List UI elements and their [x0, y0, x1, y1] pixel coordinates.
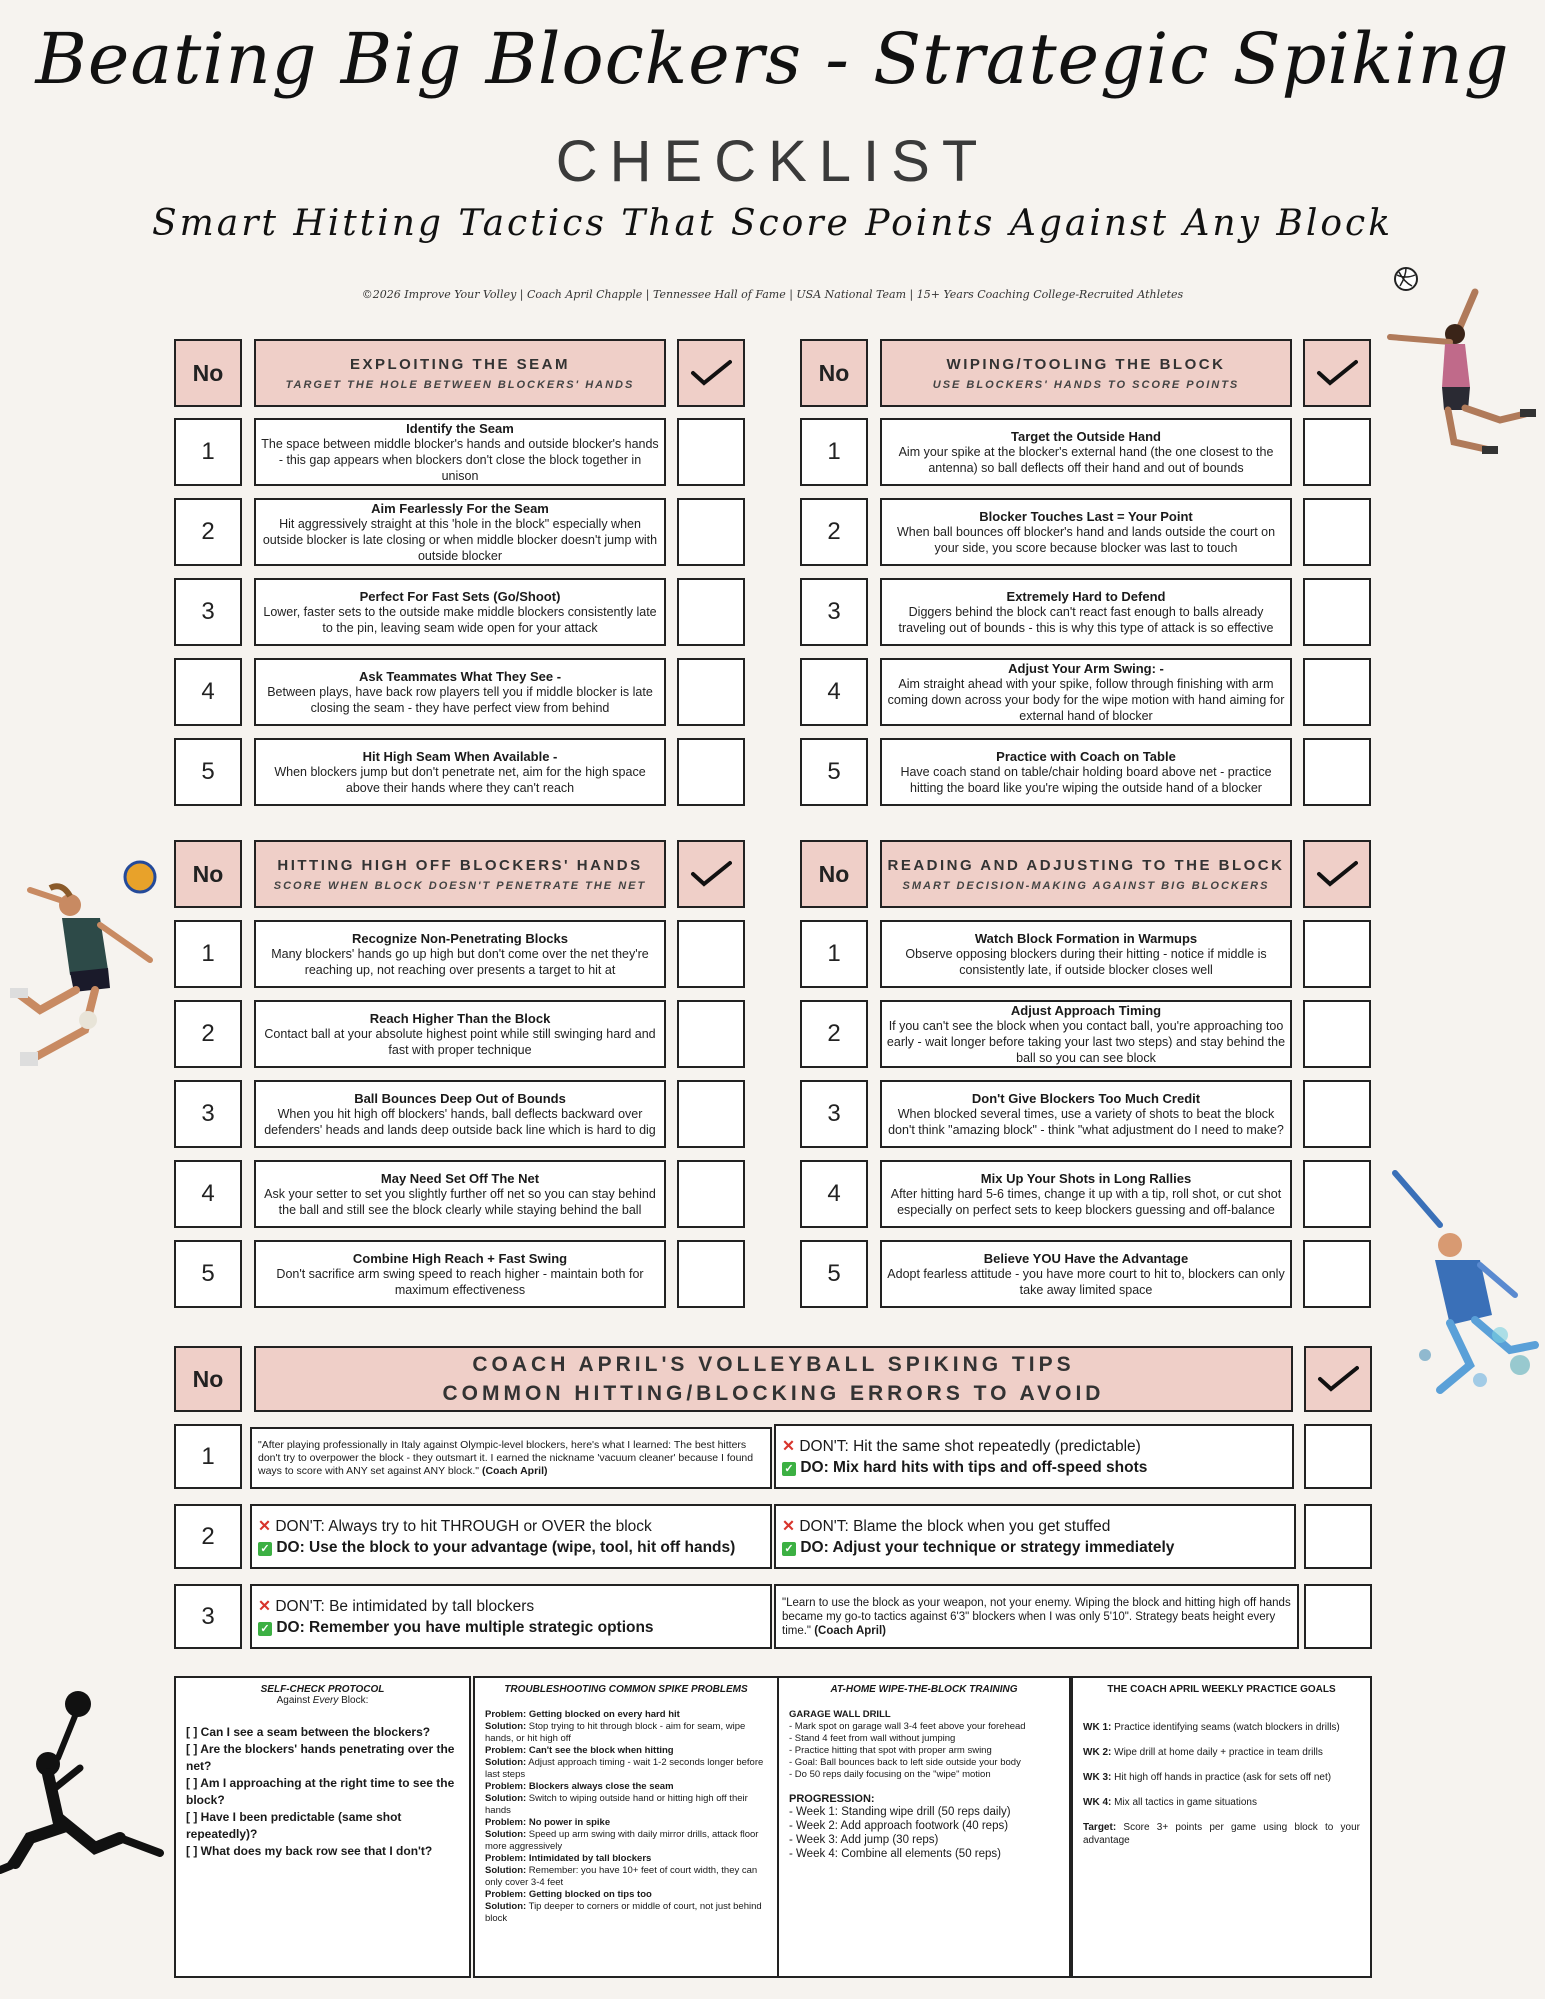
- wipe-training-panel: [777, 1676, 1071, 1978]
- item-number: 5: [800, 1240, 868, 1308]
- drill-line: - Do 50 reps daily focusing on the "wipe" motion: [789, 1769, 991, 1780]
- solution-line: Solution: Remember: you have 10+ feet of court width, they can only cover 3-4 feet: [485, 1865, 758, 1888]
- item-checkbox[interactable]: [1303, 738, 1371, 806]
- cross-mark-icon: ✕: [258, 1517, 271, 1535]
- tip-row-3-number: 3: [174, 1584, 242, 1649]
- checklist-item: [880, 920, 1292, 988]
- item-title: Ball Bounces Deep Out of Bounds: [354, 1090, 566, 1106]
- checklist-item: [254, 658, 666, 726]
- goal-text: Hit high off hands in practice (ask for sets off net): [1114, 1772, 1332, 1783]
- tip-quote-2: [774, 1584, 1299, 1649]
- item-title: Believe YOU Have the Advantage: [983, 1250, 1189, 1266]
- item-title: Adjust Approach Timing: [1010, 1002, 1162, 1018]
- checklist-item: [254, 1000, 666, 1068]
- item-number: 2: [174, 498, 242, 566]
- self-check-subtitle: Against Every Block:: [276, 1695, 369, 1706]
- item-number: 3: [174, 578, 242, 646]
- wipe-training-title: AT-HOME WIPE-THE-BLOCK TRAINING: [830, 1684, 1018, 1695]
- problem-text: Getting blocked on tips too: [528, 1889, 652, 1900]
- section-title: WIPING/TOOLING THE BLOCK: [946, 355, 1226, 373]
- tip-dont-text: DON'T: Always try to hit THROUGH or OVER the block: [275, 1517, 652, 1535]
- checklist-item: [254, 578, 666, 646]
- item-description: If you can't see the block when you contact ball, you're approaching too early - wait longer before taking your last two steps) and stay behind the ball so you can see block: [886, 1018, 1286, 1065]
- player-splash-illustration: [1380, 1165, 1545, 1395]
- tips-check-header: [1304, 1346, 1372, 1412]
- tip-row-1-number: 1: [174, 1424, 242, 1489]
- item-number: 3: [800, 1080, 868, 1148]
- section-1-no-header: No: [174, 339, 242, 407]
- problem-text: No power in spike: [528, 1817, 611, 1828]
- drill-line: - Practice hitting that spot with proper arm swing: [789, 1745, 992, 1756]
- self-check-line: [ ] Are the blockers' hands penetrating over the net?: [186, 1742, 455, 1773]
- goal-label: WK 4:: [1083, 1797, 1112, 1808]
- checklist-item: [880, 418, 1292, 486]
- progression-title: PROGRESSION:: [789, 1793, 875, 1805]
- problem-text: Getting blocked on every hard hit: [528, 1709, 680, 1720]
- weekly-goals-panel: [1071, 1676, 1372, 1978]
- item-title: Combine High Reach + Fast Swing: [352, 1250, 568, 1266]
- problem-text: Can't see the block when hitting: [528, 1745, 674, 1756]
- green-check-icon: ✓: [258, 1542, 272, 1556]
- credit-line: ©2026 Improve Your Volley | Coach April Chapple | Tennessee Hall of Fame | USA National Team | 15+ Years Coaching College-Recruited Athletes: [361, 288, 1184, 301]
- item-description: Aim straight ahead with your spike, follow through finishing with arm coming down across your body for the wipe motion with hand aiming for external hand of blocker: [887, 676, 1285, 723]
- item-title: Blocker Touches Last = Your Point: [979, 508, 1193, 524]
- item-checkbox[interactable]: [677, 1160, 745, 1228]
- tip-row-2-checkbox[interactable]: [1304, 1504, 1372, 1569]
- drill-title: GARAGE WALL DRILL: [789, 1709, 891, 1720]
- item-title: Reach Higher Than the Block: [369, 1010, 551, 1026]
- goal-label: WK 3:: [1083, 1772, 1112, 1783]
- item-number: 3: [174, 1080, 242, 1148]
- tip-row-1-checkbox[interactable]: [1304, 1424, 1372, 1489]
- goal-text: Score 3+ points per game using block to your advantage: [1083, 1822, 1361, 1846]
- item-description: Contact ball at your absolute highest point while still swinging hard and fast with proper technique: [264, 1026, 656, 1057]
- item-checkbox[interactable]: [677, 920, 745, 988]
- green-check-icon: ✓: [258, 1622, 272, 1636]
- item-description: Many blockers' hands go up high but don't come over the net they're reaching up, not reaching over presents a target to hit at: [271, 946, 649, 977]
- item-checkbox[interactable]: [677, 578, 745, 646]
- item-checkbox[interactable]: [677, 1240, 745, 1308]
- tip-row-2-right: [774, 1504, 1296, 1569]
- item-checkbox[interactable]: [677, 498, 745, 566]
- checklist-item: [880, 1240, 1292, 1308]
- solution-line: Solution: Switch to wiping outside hand or hitting high off their hands: [485, 1793, 748, 1816]
- solution-text: Remember: you have 10+ feet of court width, they can only cover 3-4 feet: [485, 1865, 758, 1888]
- weekly-goals-title: THE COACH APRIL WEEKLY PRACTICE GOALS: [1107, 1684, 1336, 1695]
- item-checkbox[interactable]: [1303, 1160, 1371, 1228]
- item-checkbox[interactable]: [1303, 418, 1371, 486]
- item-checkbox[interactable]: [677, 418, 745, 486]
- page-title: Beating Big Blockers - Strategic Spiking: [35, 18, 1510, 100]
- page-subtitle: Smart Hitting Tactics That Score Points Against Any Block: [151, 203, 1394, 244]
- tip-quote-1: [250, 1427, 772, 1489]
- tip-dont-text: DON'T: Blame the block when you get stuffed: [799, 1517, 1111, 1535]
- item-description: When blocked several times, use a variety of shots to beat the block don't think "amazing block" - think "what adjustment do I need to make?: [888, 1106, 1284, 1137]
- self-check-line: [ ] Have I been predictable (same shot repeatedly)?: [186, 1810, 402, 1841]
- player-jumping-illustration: [0, 860, 170, 1090]
- item-description: Hit aggressively straight at this 'hole in the block" especially when outside blocker is late closing or when middle blocker doesn't jump with outside blocker: [262, 516, 658, 563]
- cross-mark-icon: ✕: [782, 1437, 795, 1455]
- section-subtitle: TARGET THE HOLE BETWEEN BLOCKERS' HANDS: [285, 378, 635, 391]
- checklist-heading: CHECKLIST: [555, 129, 990, 194]
- item-number: 4: [800, 1160, 868, 1228]
- item-checkbox[interactable]: [677, 1080, 745, 1148]
- item-description: Ask your setter to set you slightly further off net so you can stay behind the ball and still see the block clearly while staying behind the ball: [264, 1186, 656, 1217]
- goal-label: Target:: [1083, 1822, 1117, 1833]
- checkmark-icon: [1316, 859, 1358, 889]
- weekly-goal: [1083, 1746, 1360, 1759]
- section-3-check-header: [677, 840, 745, 908]
- section-subtitle: SMART DECISION-MAKING AGAINST BIG BLOCKERS: [902, 879, 1270, 892]
- item-description: The space between middle blocker's hands and outside blocker's hands - this gap appears when blockers don't close the block together in unison: [261, 436, 659, 483]
- item-number: 1: [800, 418, 868, 486]
- tip-do-text: DO: Adjust your technique or strategy immediately: [800, 1538, 1175, 1556]
- item-description: Lower, faster sets to the outside make middle blockers consistently late to the pin, leaving seam wide open for your attack: [263, 604, 657, 635]
- item-description: Diggers behind the block can't react fast enough to balls already traveling out of bounds - this is why this type of attack is so effective: [898, 604, 1274, 635]
- section-2-header: [880, 339, 1292, 407]
- item-number: 1: [800, 920, 868, 988]
- solution-line: Solution: Adjust approach timing - wait 1-2 seconds longer before last steps: [485, 1757, 764, 1780]
- problem-line: Problem: Intimidated by tall blockers: [485, 1853, 652, 1864]
- goal-label: WK 2:: [1083, 1747, 1112, 1758]
- solution-text: Switch to wiping outside hand or hitting high off their hands: [485, 1793, 748, 1816]
- cross-mark-icon: ✕: [782, 1517, 795, 1535]
- section-2-no-header: No: [800, 339, 868, 407]
- item-title: Don't Give Blockers Too Much Credit: [971, 1090, 1201, 1106]
- self-check-line: [ ] Can I see a seam between the blockers?: [186, 1725, 431, 1739]
- tip-row-2-left: [250, 1504, 772, 1569]
- item-checkbox[interactable]: [1303, 1080, 1371, 1148]
- item-description: Aim your spike at the blocker's external hand (the one closest to the antenna) so ball deflects off their hand and out of bounds: [898, 444, 1274, 475]
- item-checkbox[interactable]: [1303, 920, 1371, 988]
- item-title: Extremely Hard to Defend: [1006, 588, 1166, 604]
- problem-line: Problem: Getting blocked on tips too: [485, 1889, 652, 1900]
- item-description: Don't sacrifice arm swing speed to reach higher - maintain both for maximum effectiveness: [276, 1266, 644, 1297]
- tips-header: [254, 1346, 1293, 1412]
- item-title: Identify the Seam: [406, 420, 514, 436]
- checklist-item: [254, 418, 666, 486]
- section-1-check-header: [677, 339, 745, 407]
- item-title: May Need Set Off The Net: [380, 1170, 540, 1186]
- green-check-icon: ✓: [782, 1542, 796, 1556]
- drill-line: - Mark spot on garage wall 3-4 feet above your forehead: [789, 1721, 1026, 1732]
- self-check-list: [186, 1724, 459, 1860]
- section-subtitle: SCORE WHEN BLOCK DOESN'T PENETRATE THE NET: [273, 879, 647, 892]
- tip-quote-2-attr: (Coach April): [814, 1624, 886, 1637]
- problem-text: Intimidated by tall blockers: [528, 1853, 652, 1864]
- cross-mark-icon: ✕: [258, 1597, 271, 1615]
- tip-dont-text: DON'T: Be intimidated by tall blockers: [275, 1597, 535, 1615]
- item-checkbox[interactable]: [677, 738, 745, 806]
- section-3-no-header: No: [174, 840, 242, 908]
- player-spiking-illustration: [1370, 282, 1545, 462]
- goal-label: WK 1:: [1083, 1722, 1112, 1733]
- drill-line: - Goal: Ball bounces back to left side outside your body: [789, 1757, 1021, 1768]
- tip-do-text: DO: Remember you have multiple strategic options: [276, 1618, 654, 1636]
- item-title: Ask Teammates What They See -: [358, 668, 562, 684]
- weekly-goal: [1083, 1796, 1360, 1809]
- problem-line: Problem: Getting blocked on every hard hit: [485, 1709, 680, 1720]
- problem-line: Problem: Blockers always close the seam: [485, 1781, 674, 1792]
- item-title: Target the Outside Hand: [1011, 428, 1161, 444]
- section-2-check-header: [1303, 339, 1371, 407]
- checklist-item: [880, 1000, 1292, 1068]
- checkmark-icon: [690, 358, 732, 388]
- checklist-item: [880, 1160, 1292, 1228]
- item-checkbox[interactable]: [1303, 658, 1371, 726]
- section-4-header: [880, 840, 1292, 908]
- goal-text: Mix all tactics in game situations: [1114, 1797, 1257, 1808]
- item-number: 2: [174, 1000, 242, 1068]
- section-4-check-header: [1303, 840, 1371, 908]
- item-number: 1: [174, 418, 242, 486]
- item-description: When you hit high off blockers' hands, ball deflects backward over defenders' heads and lands deep outside back line which is hard to dig: [264, 1106, 656, 1137]
- checklist-item: [254, 1160, 666, 1228]
- section-title: READING AND ADJUSTING TO THE BLOCK: [887, 856, 1285, 874]
- item-checkbox[interactable]: [677, 658, 745, 726]
- drill-list: [789, 1721, 1059, 1781]
- item-description: After hitting hard 5-6 times, change it up with a tip, roll shot, or cut shot especially on perfect sets to keep blockers guessing and off-balance: [890, 1186, 1282, 1217]
- item-title: Mix Up Your Shots in Long Rallies: [980, 1170, 1192, 1186]
- item-checkbox[interactable]: [677, 1000, 745, 1068]
- tip-quote-2-text: "Learn to use the block as your weapon, not your enemy. Wiping the block and hitting high off hands became my go-to tactics against 6'3" blockers when I was only 5'10". Strategy beats height every time.": [782, 1596, 1291, 1637]
- solution-text: Stop trying to hit through block - aim for seam, wipe hands, or hit high off: [485, 1721, 746, 1744]
- item-title: Practice with Coach on Table: [996, 748, 1176, 764]
- solution-line: Solution: Tip deeper to corners or middle of court, not just behind block: [485, 1901, 762, 1924]
- item-title: Adjust Your Arm Swing: -: [1008, 660, 1164, 676]
- weekly-goal: [1083, 1821, 1360, 1847]
- self-check-panel: [174, 1676, 471, 1978]
- item-title: Watch Block Formation in Warmups: [974, 930, 1198, 946]
- item-title: Aim Fearlessly For the Seam: [371, 500, 549, 516]
- problem-line: Problem: Can't see the block when hitting: [485, 1745, 674, 1756]
- checkmark-icon: [690, 859, 732, 889]
- problem-text: Blockers always close the seam: [528, 1781, 674, 1792]
- section-title: EXPLOITING THE SEAM: [349, 355, 570, 373]
- item-number: 5: [174, 738, 242, 806]
- tip-row-2-number: 2: [174, 1504, 242, 1569]
- progression-line: - Week 3: Add jump (30 reps): [789, 1834, 939, 1846]
- checklist-item: [880, 658, 1292, 726]
- item-description: When blockers jump but don't penetrate net, aim for the high space above their hands where they can't reach: [274, 764, 646, 795]
- weekly-goal: [1083, 1721, 1360, 1734]
- progression-line: - Week 1: Standing wipe drill (50 reps daily): [789, 1806, 1011, 1818]
- solution-line: Solution: Stop trying to hit through block - aim for seam, wipe hands, or hit high off: [485, 1721, 746, 1744]
- item-checkbox[interactable]: [1303, 1000, 1371, 1068]
- item-number: 5: [174, 1240, 242, 1308]
- checklist-item: [880, 1080, 1292, 1148]
- tip-dont-text: DON'T: Hit the same shot repeatedly (predictable): [799, 1437, 1141, 1455]
- item-number: 2: [800, 1000, 868, 1068]
- weekly-goals-list: [1083, 1721, 1360, 1847]
- item-number: 5: [800, 738, 868, 806]
- tip-quote-1-attr: (Coach April): [481, 1464, 548, 1477]
- self-check-title: SELF-CHECK PROTOCOL: [260, 1684, 385, 1695]
- tip-row-1-right: [774, 1424, 1294, 1489]
- troubleshooting-list: [485, 1709, 767, 1925]
- section-3-header: [254, 840, 666, 908]
- checklist-item: [254, 498, 666, 566]
- troubleshooting-title: TROUBLESHOOTING COMMON SPIKE PROBLEMS: [504, 1684, 748, 1695]
- section-1-header: [254, 339, 666, 407]
- solution-text: Tip deeper to corners or middle of court, not just behind block: [485, 1901, 762, 1924]
- section-title: HITTING HIGH OFF BLOCKERS' HANDS: [277, 856, 643, 874]
- tips-title-line2: COMMON HITTING/BLOCKING ERRORS TO AVOID: [442, 1382, 1105, 1405]
- item-description: Have coach stand on table/chair holding board above net - practice hitting the board like you're wiping the outside hand of a blocker: [900, 764, 1272, 795]
- item-number: 4: [800, 658, 868, 726]
- item-checkbox[interactable]: [1303, 1240, 1371, 1308]
- item-description: Observe opposing blockers during their hitting - notice if middle is consistently late, if outside blocker closes well: [905, 946, 1267, 977]
- item-description: Between plays, have back row players tell you if middle blocker is late closing the seam - they have perfect view from behind: [267, 684, 653, 715]
- item-title: Hit High Seam When Available -: [362, 748, 558, 764]
- progression-list: [789, 1805, 1059, 1861]
- item-number: 2: [800, 498, 868, 566]
- item-title: Perfect For Fast Sets (Go/Shoot): [359, 588, 561, 604]
- item-number: 4: [174, 658, 242, 726]
- checklist-item: [254, 920, 666, 988]
- item-number: 3: [800, 578, 868, 646]
- item-number: 1: [174, 920, 242, 988]
- progression-line: - Week 2: Add approach footwork (40 reps): [789, 1820, 1009, 1832]
- checklist-item: [880, 578, 1292, 646]
- weekly-goal: [1083, 1771, 1360, 1784]
- tips-no-header: No: [174, 1346, 242, 1412]
- problem-line: Problem: No power in spike: [485, 1817, 611, 1828]
- drill-line: - Stand 4 feet from wall without jumping: [789, 1733, 956, 1744]
- checklist-item: [880, 498, 1292, 566]
- item-checkbox[interactable]: [1303, 578, 1371, 646]
- checklist-item: [254, 1240, 666, 1308]
- self-check-line: [ ] Am I approaching at the right time to see the block?: [186, 1776, 455, 1807]
- tip-row-3-left: [250, 1584, 772, 1649]
- item-title: Recognize Non-Penetrating Blocks: [352, 930, 568, 946]
- green-check-icon: ✓: [782, 1462, 796, 1476]
- tip-do-text: DO: Use the block to your advantage (wipe, tool, hit off hands): [276, 1538, 736, 1556]
- goal-text: Practice identifying seams (watch blockers in drills): [1114, 1722, 1340, 1733]
- section-subtitle: USE BLOCKERS' HANDS TO SCORE POINTS: [932, 378, 1240, 391]
- goal-text: Wipe drill at home daily + practice in team drills: [1114, 1747, 1323, 1758]
- checklist-item: [254, 1080, 666, 1148]
- checkmark-icon: [1317, 1364, 1359, 1394]
- solution-text: Adjust approach timing - wait 1-2 seconds longer before last steps: [485, 1757, 764, 1780]
- tip-quote-1-text: "After playing professionally in Italy against Olympic-level blockers, here's what I learned: The best hitters don't try to overpower the block - they outsmart it. I earned the nickname 'vacuum cleaner' because I found ways to score with ANY set against ANY block.": [258, 1438, 754, 1477]
- progression-line: - Week 4: Combine all elements (50 reps): [789, 1848, 1001, 1860]
- self-check-line: [ ] What does my back row see that I don't?: [186, 1844, 433, 1858]
- checklist-item: [254, 738, 666, 806]
- item-description: Adopt fearless attitude - you have more court to hit to, blockers can only take away limited space: [887, 1266, 1285, 1297]
- solution-line: Solution: Speed up arm swing with daily mirror drills, attack floor more aggressively: [485, 1829, 759, 1852]
- player-silhouette-illustration: [0, 1688, 170, 1898]
- item-checkbox[interactable]: [1303, 498, 1371, 566]
- checklist-item: [880, 738, 1292, 806]
- item-description: When ball bounces off blocker's hand and lands outside the court on your side, you score because blocker was last to touch: [896, 524, 1276, 555]
- solution-text: Speed up arm swing with daily mirror drills, attack floor more aggressively: [485, 1829, 759, 1852]
- tips-title-line1: COACH APRIL'S VOLLEYBALL SPIKING TIPS: [472, 1353, 1075, 1376]
- tip-row-3-checkbox[interactable]: [1304, 1584, 1372, 1649]
- section-4-no-header: No: [800, 840, 868, 908]
- troubleshooting-panel: [473, 1676, 779, 1978]
- tip-do-text: DO: Mix hard hits with tips and off-speed shots: [800, 1458, 1148, 1476]
- checkmark-icon: [1316, 358, 1358, 388]
- item-number: 4: [174, 1160, 242, 1228]
